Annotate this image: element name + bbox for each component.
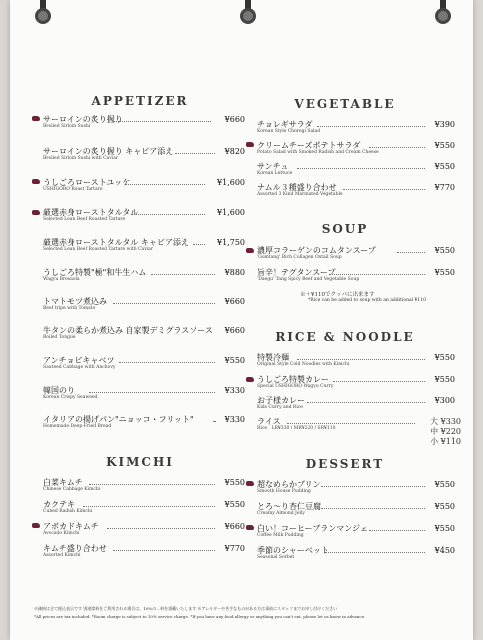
menu-item[interactable] — [43, 147, 245, 162]
item-name-en: 'Daegu' Tang Spicy Beef and Vegetable Soup — [257, 277, 360, 282]
item-price: ¥450 — [434, 546, 455, 555]
item-name-en: Boiled Tongue — [43, 335, 76, 340]
item-price: ¥550 — [434, 480, 455, 489]
item-name-en: USHIGORO Roast Tartare — [43, 187, 103, 192]
item-name: 超なめらかプリン — [257, 480, 321, 489]
item-price: ¥770 — [224, 544, 245, 553]
menu-item[interactable] — [43, 115, 245, 130]
leader-dots — [343, 189, 425, 190]
menu-item[interactable] — [257, 162, 455, 177]
menu-item[interactable] — [257, 524, 455, 539]
item-price: ¥820 — [224, 147, 245, 156]
menu-item[interactable] — [257, 546, 455, 561]
leader-dots — [131, 214, 205, 215]
leader-dots — [329, 274, 425, 275]
item-name: 白い！コーヒーブランマンジェ — [257, 524, 368, 533]
item-name: ライス — [257, 417, 281, 426]
leader-dots — [213, 421, 215, 422]
menu-item[interactable] — [43, 500, 245, 515]
item-name-en: 'Gomtang' Rich Collagen Oxtail Soup — [257, 255, 342, 260]
item-name: うしごろ特製"極"和牛生ハム — [43, 268, 147, 277]
menu-item[interactable] — [43, 544, 245, 559]
beef-icon — [246, 248, 254, 253]
rice-large-price: 大 ¥330 — [430, 417, 461, 426]
item-name-en: Broiled Sirloin Sushi — [43, 124, 91, 129]
item-name: クリームチーズポテトサラダ — [257, 141, 361, 150]
item-price: ¥880 — [224, 268, 245, 277]
beef-icon — [32, 210, 40, 215]
leader-dots — [119, 362, 215, 363]
menu-item[interactable] — [257, 375, 455, 390]
leader-dots — [321, 486, 425, 487]
item-name: お子様カレー — [257, 396, 305, 405]
menu-item[interactable] — [257, 502, 455, 517]
item-name-en: Assorted 3 Kind Marinated Vegetable — [257, 192, 343, 197]
leader-dots — [175, 153, 215, 154]
item-price: ¥660 — [224, 297, 245, 306]
menu-item[interactable] — [43, 208, 245, 223]
item-name-en: Sauteed Cabbage with Anchovy — [43, 365, 116, 370]
binder-clip-right — [433, 0, 453, 30]
menu-item[interactable] — [257, 141, 455, 156]
leader-dots — [307, 402, 425, 403]
item-name-en: Selected Lean Beef Roasted Tartare — [43, 217, 126, 222]
beef-icon — [246, 377, 254, 382]
beef-icon — [32, 179, 40, 184]
item-price: ¥330 — [224, 386, 245, 395]
leader-dots — [297, 168, 425, 169]
leader-dots — [125, 184, 205, 185]
rice-medium-price: 中 ¥220 — [430, 427, 461, 436]
menu-item[interactable] — [43, 522, 245, 537]
item-name: 厳選赤身ローストタルタル キャビア添え — [43, 238, 189, 247]
item-price: ¥660 — [224, 115, 245, 124]
leader-dots — [369, 530, 425, 531]
item-name-en: Cubed Radish Kimchi — [43, 509, 93, 514]
item-price: ¥550 — [224, 356, 245, 365]
item-name-en: Seasonal Sorbet — [257, 555, 295, 560]
item-price: ¥300 — [434, 396, 455, 405]
leader-dots — [287, 423, 415, 424]
item-name: アボカドキムチ — [43, 522, 99, 531]
item-price: ¥550 — [434, 162, 455, 171]
item-name: イタリアの揚げパン"ニョッコ・フリット" — [43, 415, 194, 424]
item-name-en: Rice LR¥330 / MR¥220 / SR¥110 — [257, 426, 336, 431]
item-price: ¥550 — [434, 353, 455, 362]
item-name-en: Korean Lettuce — [257, 171, 293, 176]
item-name-en: Korean Style Choregi Salad — [257, 129, 321, 134]
item-price: ¥550 — [434, 246, 455, 255]
beef-icon — [246, 525, 254, 530]
item-price: ¥550 — [434, 502, 455, 511]
menu-item[interactable] — [43, 386, 245, 401]
menu-item[interactable] — [257, 183, 455, 198]
item-price: ¥770 — [434, 183, 455, 192]
item-name: アンチョビキャベツ — [43, 356, 115, 365]
beef-icon — [32, 116, 40, 121]
soup-note-jp: ※＋¥110でクッパに出来ます — [300, 292, 375, 298]
footer-note-jp: ※価格は全て税込表示です 別途席料をご利用される場合は、10%の…料を頂戴いたします ※アレルギーや苦手なものがある方は事前にスタッフまでお申し付けください — [34, 606, 338, 611]
leader-dots — [193, 244, 205, 245]
leader-dots — [397, 252, 425, 253]
menu-item[interactable] — [257, 353, 455, 368]
menu-item[interactable] — [43, 326, 245, 341]
item-name-en: Special USHIGORO Wagyu Curry — [257, 384, 334, 389]
item-price: ¥1,600 — [217, 208, 245, 217]
menu-item[interactable] — [43, 478, 245, 493]
item-name-en: Assorted Kimchi — [43, 553, 81, 558]
item-name-en: Avocado Kimchi — [43, 531, 80, 536]
section-title-vegetable: VEGETABLE — [294, 97, 396, 111]
leader-dots — [333, 381, 425, 382]
item-name: カクテキ — [43, 500, 75, 509]
item-name-en: Original Style Cold Noodles with Kimchi — [257, 362, 350, 367]
item-name: サーロインの炙り握り キャビア添え — [43, 147, 174, 156]
item-price: ¥660 — [224, 326, 245, 335]
item-name: 濃厚コラーゲンのコムタンスープ — [257, 246, 376, 255]
item-name: 白菜キムチ — [43, 478, 83, 487]
menu-item[interactable] — [43, 238, 245, 253]
item-name: ナムル３種盛り合わせ — [257, 183, 337, 192]
section-title-appetizer: APPETIZER — [91, 94, 189, 108]
item-name: キムチ盛り合わせ — [43, 544, 107, 553]
leader-dots — [325, 552, 425, 553]
rice-small-price: 小 ¥110 — [430, 437, 461, 446]
item-price: ¥660 — [224, 522, 245, 531]
item-name-en: Selected Lean Beef Roasted Tartare with Caviar — [43, 247, 154, 252]
item-name: サーロインの炙り握り — [43, 115, 123, 124]
section-title-soup: SOUP — [321, 222, 369, 236]
menu-item[interactable] — [257, 396, 455, 411]
menu-item[interactable] — [43, 268, 245, 283]
leader-dots — [113, 121, 211, 122]
item-price: ¥550 — [434, 524, 455, 533]
item-name: とろ～り杏仁豆腐 — [257, 502, 321, 511]
leader-dots — [151, 274, 215, 275]
item-name-en: Homemade Deep-Fried Bread — [43, 424, 112, 429]
section-title-kimchi: KIMCHI — [106, 455, 174, 469]
binder-clip-left — [33, 0, 53, 30]
item-price: ¥550 — [434, 375, 455, 384]
leader-dots — [369, 147, 425, 148]
menu-item[interactable] — [257, 268, 455, 283]
beef-icon — [246, 481, 254, 486]
menu-item[interactable] — [43, 356, 245, 371]
item-name-en: Kids Curry and Rice — [257, 405, 303, 410]
section-title-dessert: DESSERT — [305, 457, 385, 471]
leader-dots — [83, 506, 215, 507]
menu-item-rice[interactable] — [257, 417, 455, 432]
leader-dots — [89, 392, 215, 393]
item-price: ¥1,600 — [217, 178, 245, 187]
menu-item[interactable] — [43, 415, 245, 430]
menu-item[interactable] — [257, 120, 455, 135]
section-title-rice-noodle: RICE & NOODLE — [275, 330, 415, 344]
footer-note-en: *All prices are tax included. *Room charge is subject to 10% service charge. *If you have any food allergy or anything you can't eat, please let us know in advance. — [34, 614, 366, 619]
item-price: ¥550 — [434, 141, 455, 150]
menu-item[interactable] — [257, 246, 455, 261]
item-price: ¥550 — [224, 478, 245, 487]
item-name: トマトモツ煮込み — [43, 297, 107, 306]
menu-item[interactable] — [43, 297, 245, 312]
item-name-en: Broiled Sirloin Sushi with Caviar — [43, 156, 119, 161]
item-name: 牛タンの柔らか煮込み 自家製デミグラスソース — [43, 326, 213, 335]
item-name-en: Beef tripe with Tomato — [43, 306, 96, 311]
leader-dots — [297, 359, 425, 360]
item-name: 韓国のり — [43, 386, 75, 395]
leader-dots — [107, 528, 215, 529]
leader-dots — [89, 484, 215, 485]
item-name: サンチュ — [257, 162, 289, 171]
leader-dots — [113, 303, 215, 304]
item-price: ¥550 — [224, 500, 245, 509]
item-name: 季節のシャーベット — [257, 546, 329, 555]
menu-item[interactable] — [43, 178, 245, 193]
item-name-en: Creamy Almond Jelly — [257, 511, 305, 516]
item-name: うしごろ特製カレー — [257, 375, 329, 384]
item-price: ¥390 — [434, 120, 455, 129]
leader-dots — [321, 508, 425, 509]
item-name-en: Potato Salad with Smoked Radish and Cream Cheese — [257, 150, 379, 155]
item-name: 旨辛！テグタンスープ — [257, 268, 336, 277]
item-name: うしごろローストユッケ — [43, 178, 131, 187]
menu-sheet — [10, 0, 473, 640]
item-name-en: Coffee Milk Pudding — [257, 533, 304, 538]
menu-item[interactable] — [257, 480, 455, 495]
rice-size-prices — [430, 417, 461, 447]
beef-icon — [246, 142, 254, 147]
item-name: 厳選赤身ローストタルタル — [43, 208, 139, 217]
item-name: 特製冷麺 — [257, 353, 289, 362]
item-name-en: Wagyu Bresaola — [43, 277, 80, 282]
leader-dots — [317, 126, 425, 127]
binder-clip-center — [238, 0, 258, 30]
item-price: ¥550 — [434, 268, 455, 277]
soup-note-en: *Rice can be added to soup with an additional ¥110 — [308, 298, 426, 303]
leader-dots — [113, 550, 215, 551]
item-name: チョレギサラダ — [257, 120, 313, 129]
beef-icon — [32, 523, 40, 528]
item-price: ¥330 — [224, 415, 245, 424]
item-name-en: Korean Crispy Seaweed — [43, 395, 98, 400]
item-name-en: Smooth House Pudding — [257, 489, 311, 494]
item-name-en: Chinese Cabbage Kimchi — [43, 487, 101, 492]
item-price: ¥1,750 — [217, 238, 245, 247]
